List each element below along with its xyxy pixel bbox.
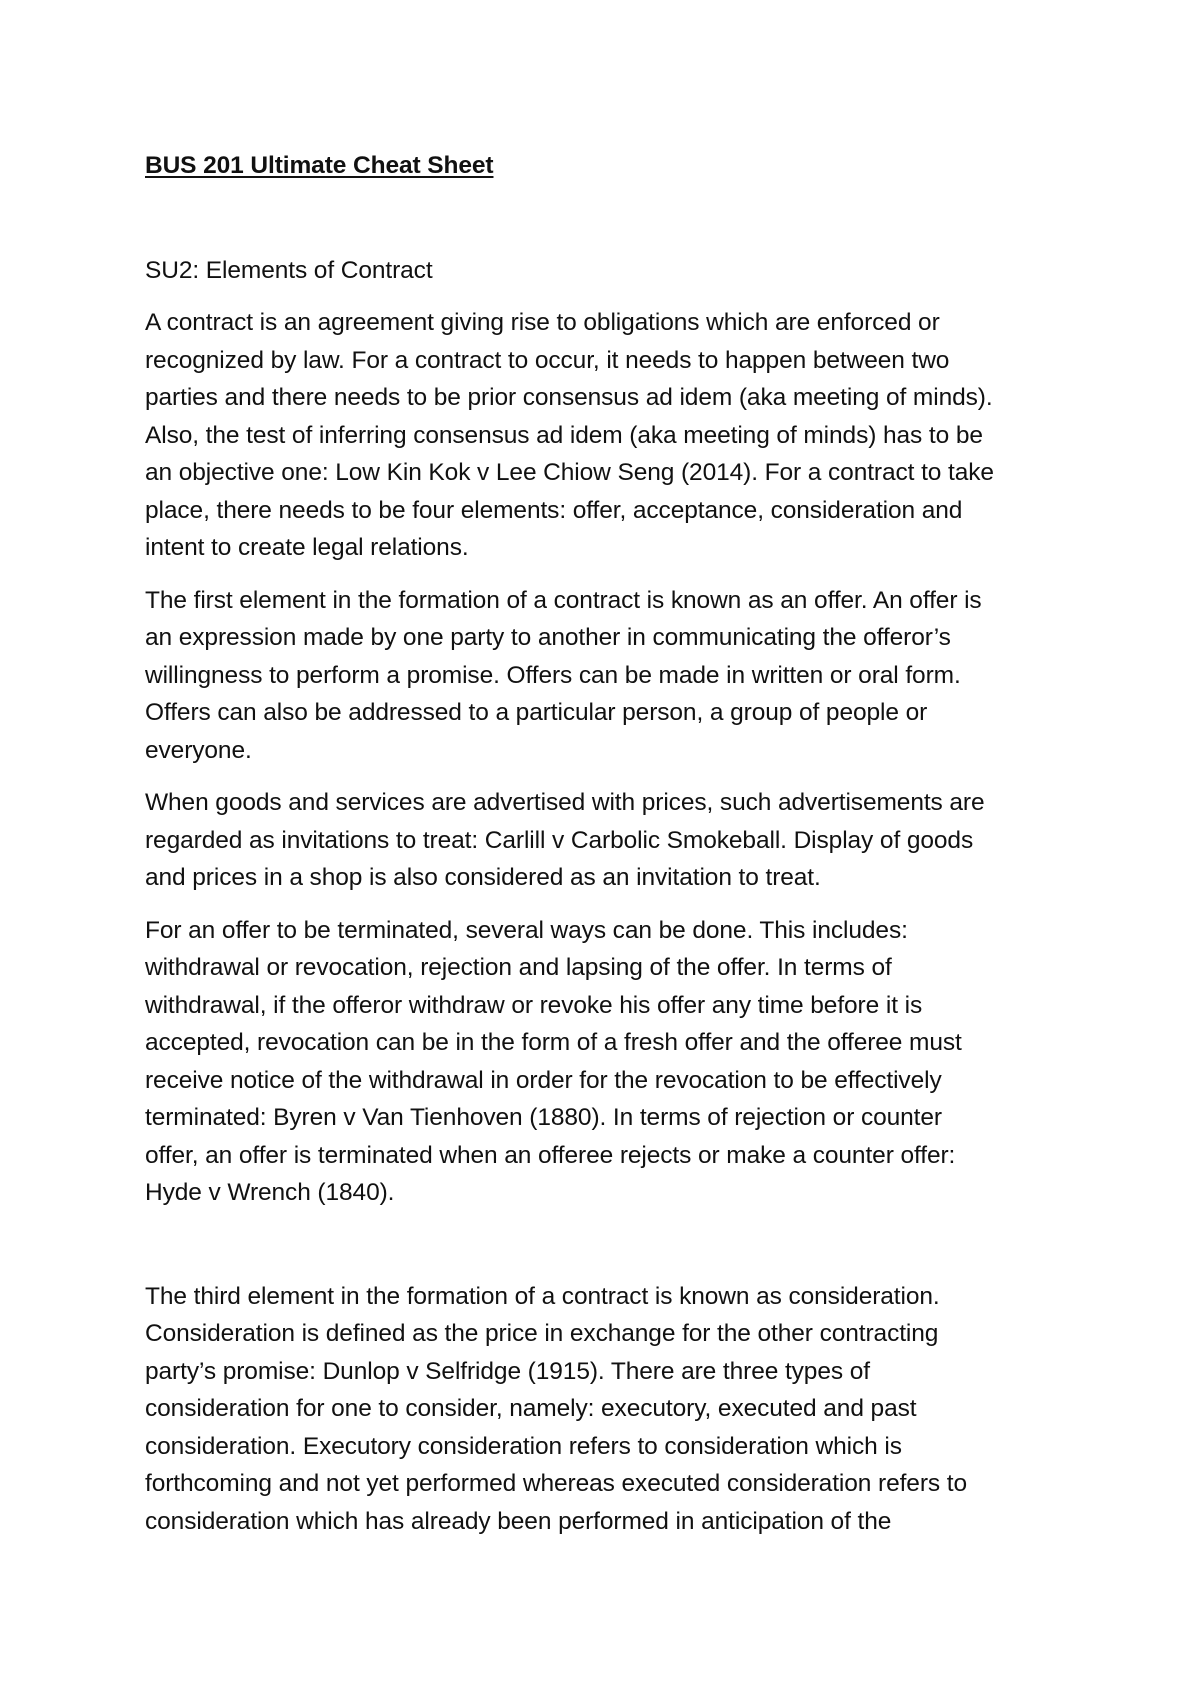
paragraph-line: an expression made by one party to another in communicating the offeror’s bbox=[145, 624, 951, 651]
paragraph-line: and prices in a shop is also considered as an invitation to treat. bbox=[145, 864, 821, 891]
section-heading: SU2: Elements of Contract bbox=[145, 256, 433, 284]
paragraph-line: party’s promise: Dunlop v Selfridge (1915). There are three types of bbox=[145, 1357, 870, 1385]
paragraph-line: consideration. Executory consideration refers to consideration which is bbox=[145, 1432, 902, 1460]
paragraph-line: recognized by law. For a contract to occur, it needs to happen between two bbox=[145, 346, 950, 374]
paragraph-line: an objective one: Low Kin Kok v Lee Chiow Seng (2014). For a contract to take bbox=[145, 459, 994, 486]
paragraph-line: A contract is an agreement giving rise to obligations which are enforced or bbox=[145, 309, 940, 336]
paragraph-consideration bbox=[145, 1278, 1075, 1541]
paragraph-line: Hyde v Wrench (1840). bbox=[145, 1179, 395, 1206]
paragraph-line: intent to create legal relations. bbox=[145, 534, 469, 561]
document-body bbox=[145, 147, 1075, 1540]
paragraph-termination bbox=[145, 912, 1075, 1212]
document-title: BUS 201 Ultimate Cheat Sheet bbox=[145, 152, 494, 179]
paragraph-line: When goods and services are advertised with prices, such advertisements are bbox=[145, 789, 985, 816]
paragraph-line: offer, an offer is terminated when an offeree rejects or make a counter offer: bbox=[145, 1141, 956, 1169]
paragraph-line: willingness to perform a promise. Offers can be made in written or oral form. bbox=[145, 661, 961, 689]
paragraph-line: place, there needs to be four elements: offer, acceptance, consideration and bbox=[145, 496, 963, 524]
paragraph-line: Offers can also be addressed to a particular person, a group of people or bbox=[145, 699, 928, 726]
paragraph-line: regarded as invitations to treat: Carlill v Carbolic Smokeball. Display of goods bbox=[145, 826, 974, 854]
paragraph-line: The third element in the formation of a contract is known as consideration. bbox=[145, 1282, 940, 1310]
paragraph-line: forthcoming and not yet performed whereas executed consideration refers to bbox=[145, 1470, 967, 1497]
paragraph-offer bbox=[145, 582, 1075, 770]
paragraph-line: receive notice of the withdrawal in order for the revocation to be effectively bbox=[145, 1066, 942, 1094]
paragraph-invitation-to-treat bbox=[145, 784, 1075, 897]
paragraph-line: For an offer to be terminated, several ways can be done. This includes: bbox=[145, 916, 908, 944]
paragraph-line: accepted, revocation can be in the form of a fresh offer and the offeree must bbox=[145, 1029, 962, 1056]
paragraph-line: consideration for one to consider, namely: executory, executed and past bbox=[145, 1395, 917, 1422]
paragraph-line: withdrawal or revocation, rejection and lapsing of the offer. In terms of bbox=[145, 954, 892, 981]
paragraph-line: parties and there needs to be prior consensus ad idem (aka meeting of minds). bbox=[145, 384, 993, 411]
paragraph-line: consideration which has already been performed in anticipation of the bbox=[145, 1507, 892, 1535]
paragraph-line: Also, the test of inferring consensus ad idem (aka meeting of minds) has to be bbox=[145, 421, 983, 449]
paragraph-line: withdrawal, if the offeror withdraw or revoke his offer any time before it is bbox=[145, 991, 923, 1019]
paragraph-line: The first element in the formation of a contract is known as an offer. An offer is bbox=[145, 586, 982, 614]
paragraph-line: terminated: Byren v Van Tienhoven (1880). In terms of rejection or counter bbox=[145, 1104, 942, 1131]
paragraph-line: everyone. bbox=[145, 736, 252, 764]
paragraph-contract-definition bbox=[145, 304, 1075, 567]
paragraph-line: Consideration is defined as the price in exchange for the other contracting bbox=[145, 1320, 939, 1347]
